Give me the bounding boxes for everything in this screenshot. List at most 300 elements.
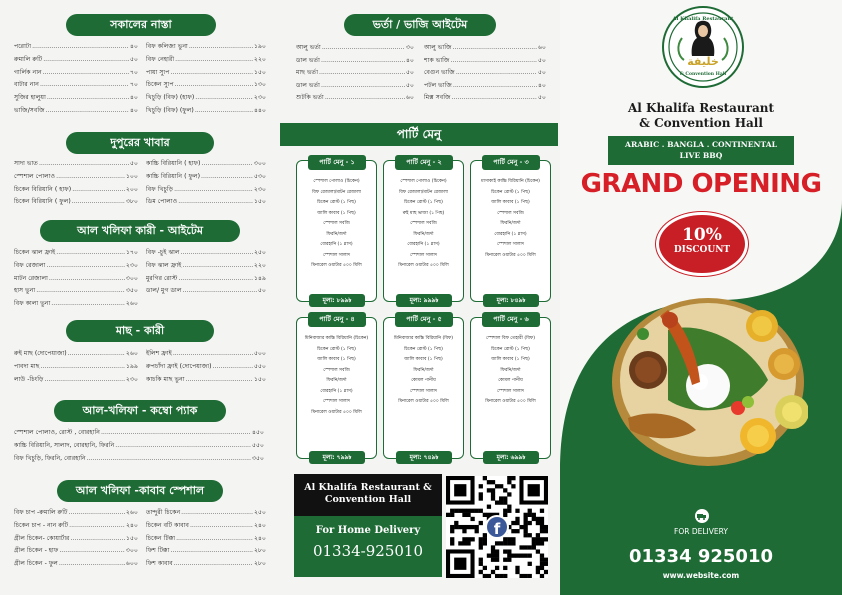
- menu-item-row: [14, 80, 138, 90]
- menu-item-name: শুটকি ভর্তা: [296, 94, 324, 102]
- menu-item-price: ১৫০: [125, 534, 138, 542]
- dot-leader: [87, 454, 251, 464]
- dot-leader: [453, 43, 537, 53]
- menu-item-name: বিফ চাপ -রুমালি রুটি: [14, 509, 68, 516]
- section-title: আল খলিফা কারী - আইটেম: [40, 220, 240, 242]
- cuisine-banner: [608, 136, 794, 165]
- menu-item-row: [424, 68, 546, 78]
- menu-item-price: ১৩০: [253, 81, 266, 89]
- menu-item-row: [424, 56, 546, 66]
- menu-item-price: ৫৫০: [251, 441, 264, 449]
- party-menu-item: চিকেন রোস্ট (১ পিছ): [404, 346, 443, 352]
- menu-item-name: সাদা ভাত: [14, 160, 38, 167]
- party-menu-item: মিনিবাজার কাচ্চি বিরিয়ানি (বিফ): [393, 336, 454, 341]
- menu-item-price: ৪০: [129, 107, 138, 114]
- discount-badge: [656, 212, 748, 276]
- menu-item-name: হাস ভুনা: [14, 287, 36, 295]
- dot-leader: [201, 159, 252, 169]
- menu-item-row: [146, 185, 266, 195]
- menu-item-price: ৫০: [257, 287, 266, 295]
- menu-item-name: শাক ভাজি: [424, 56, 450, 64]
- menu-item-price: ২২০: [253, 261, 266, 269]
- party-menu-card: [296, 317, 377, 459]
- menu-item-name: বিফ কলিজা ভুনা: [146, 43, 188, 50]
- menu-item-name: আলু ভাজি: [424, 44, 452, 51]
- dot-leader: [47, 93, 129, 103]
- vorta-title: ভর্তা / ভাজি আইটেম: [344, 14, 496, 36]
- party-menu-price: মূল্য: ৯৯৯৳: [396, 294, 452, 307]
- menu-item-price: ৭০: [129, 68, 138, 76]
- cuisine-line2: LIVE BBQ: [679, 151, 723, 160]
- menu-item-name: চিকেন বিরিয়ানি ( ফুল): [14, 198, 71, 206]
- menu-item-row: [146, 261, 266, 271]
- menu-item-price: ১৭০: [125, 249, 138, 256]
- menu-item-name: ডাল ভর্তা: [296, 56, 320, 64]
- menu-item-name: মিক্স সবজি: [424, 94, 451, 102]
- party-menu-item: জালি কাবাব (১ পিছ): [491, 200, 530, 205]
- party-menu-item: স্পেশাল সালাদ: [322, 399, 351, 404]
- restaurant-name-line2: & Convention Hall: [639, 116, 763, 130]
- party-menu-item: স্পেশাল সালাদ: [409, 252, 438, 258]
- menu-item-name: গ্রীল চিকেন- কোয়ার্টার: [14, 534, 70, 542]
- section-title: দুপুরের খাবার: [66, 132, 214, 154]
- delivery-phone: 01334 925010: [628, 546, 774, 567]
- menu-item-name: গার্লিক নান: [14, 68, 42, 76]
- menu-item-row: [14, 261, 138, 271]
- menu-item-name: মাছ ভর্তা: [296, 69, 318, 77]
- party-menu-item: চিকেন রোস্ট (১ পিছ): [317, 200, 356, 205]
- menu-item-price: ২৩০: [253, 94, 266, 102]
- party-menu-item: কোমল পানীয়: [498, 378, 523, 383]
- menu-item-name: চিকেন টিক্কা: [146, 534, 176, 542]
- dot-leader: [70, 534, 124, 544]
- party-menu-item: স্পেশাল সালাদ: [496, 242, 525, 247]
- party-menu-price: মূল্য: ৬৯৯৳: [483, 451, 539, 464]
- dot-leader: [68, 508, 124, 518]
- menu-item-price: ২০০: [125, 185, 138, 193]
- menu-item-name: চিকেন স্যুপ: [146, 81, 174, 89]
- dot-leader: [453, 81, 537, 91]
- menu-item-row: [146, 521, 266, 531]
- dot-leader: [181, 508, 253, 518]
- menu-item-name: বিফ নেহারী: [146, 55, 175, 63]
- menu-item-price: ৬০০: [125, 560, 138, 568]
- dot-leader: [72, 197, 125, 207]
- menu-item-price: ২২০: [253, 55, 266, 63]
- cuisine-line1: ARABIC . BANGLA . CONTINENTAL: [625, 140, 777, 149]
- dot-leader: [174, 185, 253, 195]
- menu-item-price: ২৬০: [125, 300, 138, 308]
- qr-code[interactable]: [446, 476, 548, 578]
- menu-item-name: পাবদা মাছ: [14, 362, 40, 370]
- menu-item-price: ৩০০: [253, 160, 266, 167]
- menu-item-row: [14, 546, 138, 556]
- menu-item-name: আলু ভর্তা: [296, 44, 321, 51]
- party-menu-items: [386, 334, 461, 408]
- dot-leader: [178, 274, 253, 284]
- menu-item-row: [296, 68, 414, 78]
- grand-opening-heading: GRAND OPENING: [580, 169, 822, 199]
- section-title: সকালের নাস্তা: [66, 14, 216, 36]
- party-menu-card-title: পার্টি মেনু - ৬: [482, 312, 540, 327]
- section-title: মাছ - কারী: [66, 320, 214, 342]
- dot-leader: [176, 534, 253, 544]
- menu-item-price: ১৫০: [253, 68, 266, 76]
- party-menu-item: স্পেশাল সবজি: [497, 210, 524, 216]
- menu-item-row: [14, 286, 138, 296]
- menu-item-price: ৭০: [129, 81, 138, 89]
- party-menu-item: ফিরনি/জর্দা: [500, 367, 521, 373]
- menu-item-name: পরোটা: [14, 43, 32, 50]
- menu-item-price: ১৫০: [253, 375, 266, 383]
- party-menu-item: মিনিবাজার কাচ্চি বিরিয়ানি (চিকেন): [304, 336, 369, 341]
- menu-item-row: [146, 375, 266, 385]
- party-menu-item: স্পেশাল পোলাও (চিকেন): [400, 179, 447, 184]
- party-menu-item: স্পেশাল বিফ তেহারী (বিফ): [486, 336, 535, 341]
- menu-item-price: ৩০০: [125, 547, 138, 555]
- dot-leader: [46, 261, 125, 271]
- delivery-box: [294, 474, 442, 577]
- party-menu-item: স্পেশাল সালাদ: [409, 388, 438, 394]
- menu-item-row: [14, 248, 138, 258]
- food-platter-image: [608, 290, 808, 470]
- party-menu-card-title: পার্টি মেনু - ২: [395, 155, 453, 170]
- menu-item-price: ৩৫০: [251, 454, 264, 462]
- menu-item-name: ডাল ভর্তা: [296, 81, 320, 89]
- menu-item-name: বেগুন ভাজি: [424, 69, 455, 77]
- menu-item-row: [14, 197, 138, 207]
- menu-item-row: [14, 185, 138, 195]
- menu-item-price: ৪৪০: [253, 107, 266, 114]
- delivery-truck-icon: [693, 508, 711, 522]
- party-menu-item: ফিরনি/জর্দা: [326, 378, 347, 383]
- menu-item-price: ২৬০: [125, 509, 138, 516]
- party-menu-item: বিফ রেজালা/মাটন রেজালা: [399, 189, 448, 195]
- dot-leader: [44, 375, 125, 385]
- delivery-box-name: Al Khalifa Restaurant & Convention Hall: [304, 482, 432, 505]
- for-delivery-label: FOR DELIVERY: [674, 527, 728, 536]
- menu-item-price: ৬০: [405, 94, 414, 102]
- dot-leader: [32, 42, 129, 52]
- menu-item-price: ৫৩০: [253, 172, 266, 180]
- menu-item-price: ৫০: [129, 160, 138, 167]
- dot-leader: [174, 559, 253, 569]
- dot-leader: [456, 68, 537, 78]
- dot-leader: [68, 349, 125, 359]
- party-menu-price: মূল্য: ৭৪৯৳: [396, 451, 452, 464]
- menu-item-name: ভাজি/সবজি: [14, 107, 45, 114]
- menu-item-price: ৪০: [129, 94, 138, 102]
- menu-item-name: চিকেন বিরিয়ানি ( হাফ): [14, 185, 72, 193]
- party-menu-item: ফিরনি/জর্দা: [326, 231, 347, 237]
- dot-leader: [59, 546, 125, 556]
- menu-item-name: চিকেন চাপ - নান রুটি: [14, 521, 69, 529]
- logo-bottom-text: & Convention Hall: [679, 72, 727, 77]
- dot-leader: [181, 248, 253, 258]
- logo-arabic-text: خليفة: [687, 55, 719, 68]
- dot-leader: [43, 68, 129, 78]
- menu-item-name: কাচ্চি বিরিয়ানি ( হাফ): [146, 160, 201, 167]
- menu-item-name: মাটন রেজালা: [14, 274, 48, 282]
- menu-item-name: বাটার নান: [14, 81, 39, 89]
- menu-item-row: [146, 534, 266, 544]
- menu-item-price: ৩৫০: [125, 287, 138, 295]
- menu-item-price: ৫০: [537, 69, 546, 77]
- menu-item-row: [146, 286, 266, 296]
- menu-item-name: লাউ -চিংড়ি: [14, 375, 44, 383]
- menu-item-price: ৩৮০: [125, 198, 138, 206]
- menu-item-name: বিফ কালা ভুনা: [14, 300, 51, 308]
- menu-item-price: ৪০: [537, 81, 546, 89]
- menu-item-name: বিফ -চুই ঝাল: [146, 249, 180, 256]
- menu-item-price: ১৯০: [253, 43, 266, 50]
- menu-item-row: [146, 559, 266, 569]
- menu-item-name: চিকেন বটি কাবাব: [146, 521, 189, 529]
- party-menu-item: ফিরনি/জর্দা: [500, 221, 521, 226]
- delivery-box-phone: 01334-925010: [312, 542, 424, 560]
- party-menu-price: মূল্য: ৮৯৯৳: [309, 294, 365, 307]
- menu-item-row: [296, 56, 414, 66]
- party-menu-card: [383, 317, 464, 459]
- party-menu-items: [386, 177, 461, 272]
- menu-item-price: ৬০: [537, 44, 546, 51]
- dot-leader: [178, 197, 253, 207]
- party-menu-item: ফিরনি/জর্দা: [413, 231, 434, 237]
- party-menu-item: মিনারেল ওয়াটার ৫০০ মিলি: [311, 409, 362, 415]
- menu-item-price: ৪৫০: [251, 429, 264, 436]
- dot-leader: [189, 42, 253, 52]
- menu-item-price: ২৬০: [125, 350, 138, 357]
- menu-item-price: ১৫০: [253, 198, 266, 206]
- menu-item-name: খিচুড়ি (বিফ) (হাফ): [146, 94, 195, 102]
- menu-item-row: [146, 55, 266, 65]
- party-menu-price: মূল্য: ৮৪৯৳: [483, 294, 539, 307]
- dot-leader: [450, 56, 536, 66]
- menu-item-name: কাচ্চি বিরিয়ানি ( ফুল): [146, 172, 201, 180]
- dot-leader: [40, 80, 129, 90]
- party-menu-card-title: পার্টি মেনু - ৩: [482, 155, 540, 170]
- dot-leader: [322, 43, 405, 53]
- party-menu-item: বোরহানি (১ গ্লাস): [407, 242, 440, 247]
- party-menu-item: মাসাকাই কাচ্চি বিরিয়ানি (চিকেন): [481, 179, 540, 184]
- party-menu-item: বোরহানি (১ গ্লাস): [320, 242, 353, 247]
- menu-item-row: [146, 106, 266, 116]
- menu-item-row: [146, 172, 266, 182]
- dot-leader: [49, 274, 125, 284]
- menu-item-price: ১৪৯: [253, 274, 266, 282]
- menu-item-name: রুপচাঁদা ফ্রাই (দোপেয়াজা): [146, 362, 212, 370]
- menu-item-price: ২৩০: [253, 185, 266, 193]
- party-menu-card: [383, 160, 464, 302]
- menu-item-row: [146, 362, 266, 372]
- logo: [662, 6, 744, 88]
- menu-item-row: [14, 521, 138, 531]
- menu-item-name: খিচুড়ি (বিফ) (ফুল): [146, 107, 194, 114]
- menu-item-row: [146, 159, 266, 169]
- menu-item-row: [14, 42, 138, 52]
- menu-item-row: [424, 93, 546, 103]
- party-menu-items: [299, 334, 374, 418]
- discount-word: DISCOUNT: [673, 245, 731, 255]
- party-menu-item: স্পেশাল সবজি: [323, 367, 350, 373]
- menu-item-row: [146, 508, 266, 518]
- dot-leader: [72, 185, 125, 195]
- menu-item-price: ২৪০: [125, 521, 138, 529]
- dot-leader: [175, 80, 253, 90]
- party-menu-item: বোরহানি (১ গ্লাস): [494, 231, 527, 237]
- party-menu-card-title: পার্টি মেনু - ৪: [308, 312, 366, 327]
- menu-item-name: ডিম পোলাও: [146, 198, 178, 206]
- menu-item-name: রুই মাছ (দোপেয়াজা): [14, 350, 67, 357]
- dot-leader: [452, 93, 537, 103]
- menu-item-name: মুরগির রোস্ট: [146, 274, 178, 282]
- menu-item-name: স্পেশাল পোলাও: [14, 172, 56, 180]
- dot-leader: [115, 441, 251, 451]
- menu-item-price: ২৮০: [253, 547, 266, 555]
- dot-leader: [59, 559, 125, 569]
- menu-item-name: বিফ খিচুড়ি, ফিরনি, বোরহানি: [14, 454, 86, 462]
- dot-leader: [186, 375, 253, 385]
- party-menu-item: স্পেশাল সালাদ: [322, 252, 351, 258]
- cover-panel: [560, 0, 842, 595]
- delivery-box-label: For Home Delivery: [315, 525, 421, 536]
- facebook-icon: f: [485, 515, 509, 539]
- menu-item-price: ১৯৯: [125, 362, 138, 370]
- menu-item-row: [146, 274, 266, 284]
- party-menu-item: জালি কাবাব (১ পিছ): [317, 210, 356, 216]
- party-menu-item: স্পেশাল সালাদ: [496, 388, 525, 394]
- menu-item-row: [424, 43, 546, 53]
- menu-item-name: স্পেশাল পোলাও, রোস্ট , বোরহানি: [14, 429, 100, 436]
- menu-item-name: ফিশ টিক্কা: [146, 547, 170, 555]
- party-menu-item: চিকেন রোস্ট (১ পিছ): [491, 346, 530, 352]
- menu-item-name: পায়া স্যুপ: [146, 68, 170, 76]
- menu-item-row: [14, 559, 138, 569]
- party-menu-item: ফিরনি/জর্দা: [413, 367, 434, 373]
- menu-item-name: কাচ্চি বিরিয়ানি, সালাদ, বোরহানি, ফিরনি: [14, 441, 115, 449]
- left-menu-panel: [0, 0, 280, 595]
- menu-item-price: ৩০০: [125, 274, 138, 282]
- menu-item-row: [296, 81, 414, 91]
- menu-item-row: [296, 43, 414, 53]
- menu-item-row: [146, 248, 266, 258]
- menu-item-row: [146, 80, 266, 90]
- party-menu-item: রুই মাছ ভাজা (১ পিছ): [402, 210, 445, 216]
- menu-item-row: [14, 68, 138, 78]
- section-title: আল-খলিফা - কম্বো প্যাক: [54, 400, 226, 422]
- menu-item-row: [14, 55, 138, 65]
- dot-leader: [170, 68, 252, 78]
- dot-leader: [213, 362, 253, 372]
- menu-item-name: পটল ভাজি: [424, 81, 452, 89]
- dot-leader: [175, 55, 253, 65]
- party-menu-card: [470, 317, 551, 459]
- menu-item-price: ২৩০: [125, 375, 138, 383]
- menu-item-row: [14, 508, 138, 518]
- dot-leader: [46, 106, 129, 116]
- menu-item-price: ২৫০: [253, 249, 266, 256]
- menu-item-row: [14, 93, 138, 103]
- menu-item-row: [146, 68, 266, 78]
- restaurant-name-line1: Al Khalifa Restaurant: [628, 101, 774, 115]
- party-menu-items: [473, 177, 548, 261]
- menu-item-row: [14, 106, 138, 116]
- party-menu-price: মূল্য: ৭৯৯৳: [309, 451, 365, 464]
- menu-item-name: ফিশ কাবাব: [146, 560, 173, 568]
- party-menu-item: মিনারেল ওয়াটার ৫০০ মিলি: [311, 263, 362, 268]
- party-menu-card: [470, 160, 551, 302]
- dot-leader: [173, 349, 253, 359]
- party-menu-card-title: পার্টি মেনু - ১: [308, 155, 366, 170]
- menu-item-row: [146, 546, 266, 556]
- menu-item-price: ১০০: [125, 172, 138, 180]
- menu-item-price: ৫০০: [253, 350, 266, 357]
- menu-item-name: ইলিশ ফ্রাই: [146, 350, 172, 357]
- menu-item-name: গ্রীল চিকেন - ফুল: [14, 560, 58, 568]
- party-menu-item: চিকেন রোস্ট (১ পিছ): [317, 346, 356, 352]
- section-title: আল খলিফা -কাবাব স্পেশাল: [57, 480, 223, 502]
- party-menu-item: চিকেন রোস্ট (১ পিছ): [491, 189, 530, 195]
- menu-item-name: বিফ খিচুড়ি: [146, 185, 174, 193]
- dot-leader: [319, 68, 405, 78]
- menu-item-name: কাচকি মাছ ভুনা: [146, 375, 185, 383]
- menu-item-price: ২৩০: [125, 261, 138, 269]
- menu-item-price: ৪০: [405, 56, 414, 64]
- party-menu-item: মিনারেল ওয়াটার ৫০০ মিলি: [485, 252, 536, 258]
- menu-item-name: রুমালি রুটি: [14, 55, 43, 63]
- party-menu-item: মিনারেল ওয়াটার ৫০০ মিলি: [398, 399, 449, 404]
- menu-item-row: [146, 93, 266, 103]
- party-menu-item: বোরহানি (১ গ্লাস): [320, 388, 353, 394]
- dot-leader: [195, 93, 253, 103]
- menu-item-row: [14, 441, 264, 451]
- menu-item-price: ৫০: [537, 94, 546, 102]
- menu-item-row: [146, 42, 266, 52]
- dot-leader: [170, 546, 253, 556]
- menu-item-price: ২৫০: [253, 509, 266, 516]
- party-menu-item: মিনারেল ওয়াটার ৫০০ মিলি: [485, 399, 536, 404]
- menu-item-price: ২৪০: [253, 521, 266, 529]
- dot-leader: [69, 521, 125, 531]
- menu-item-name: তান্দুরী চিকেন: [146, 509, 181, 516]
- menu-item-row: [296, 93, 414, 103]
- menu-item-row: [14, 159, 138, 169]
- menu-item-row: [14, 428, 264, 438]
- menu-item-price: ২৪০: [253, 534, 266, 542]
- party-menu-card-title: পার্টি মেনু - ৫: [395, 312, 453, 327]
- party-menu-item: জালি কাবাব (১ পিছ): [404, 357, 443, 362]
- menu-item-name: চিকেন ঝাল ফ্রাই: [14, 249, 56, 256]
- menu-item-row: [146, 197, 266, 207]
- party-menu-item: স্পেশাল সবজি: [410, 221, 437, 226]
- menu-item-price: ৪০: [129, 43, 138, 50]
- dot-leader: [101, 428, 251, 438]
- party-menu-item: স্পেশাল সবজি: [323, 221, 350, 226]
- menu-item-row: [14, 299, 138, 309]
- dot-leader: [195, 106, 253, 116]
- dot-leader: [201, 172, 253, 182]
- menu-item-row: [14, 454, 264, 464]
- menu-item-row: [146, 349, 266, 359]
- dot-leader: [56, 248, 125, 258]
- party-menu-items: [473, 334, 548, 408]
- dot-leader: [321, 56, 405, 66]
- party-menu-title: পার্টি মেনু: [280, 123, 558, 146]
- party-menu-item: স্পেশাল পোলাও (চিকেন): [313, 179, 360, 184]
- party-menu-card: [296, 160, 377, 302]
- dot-leader: [325, 93, 405, 103]
- dot-leader: [182, 286, 257, 296]
